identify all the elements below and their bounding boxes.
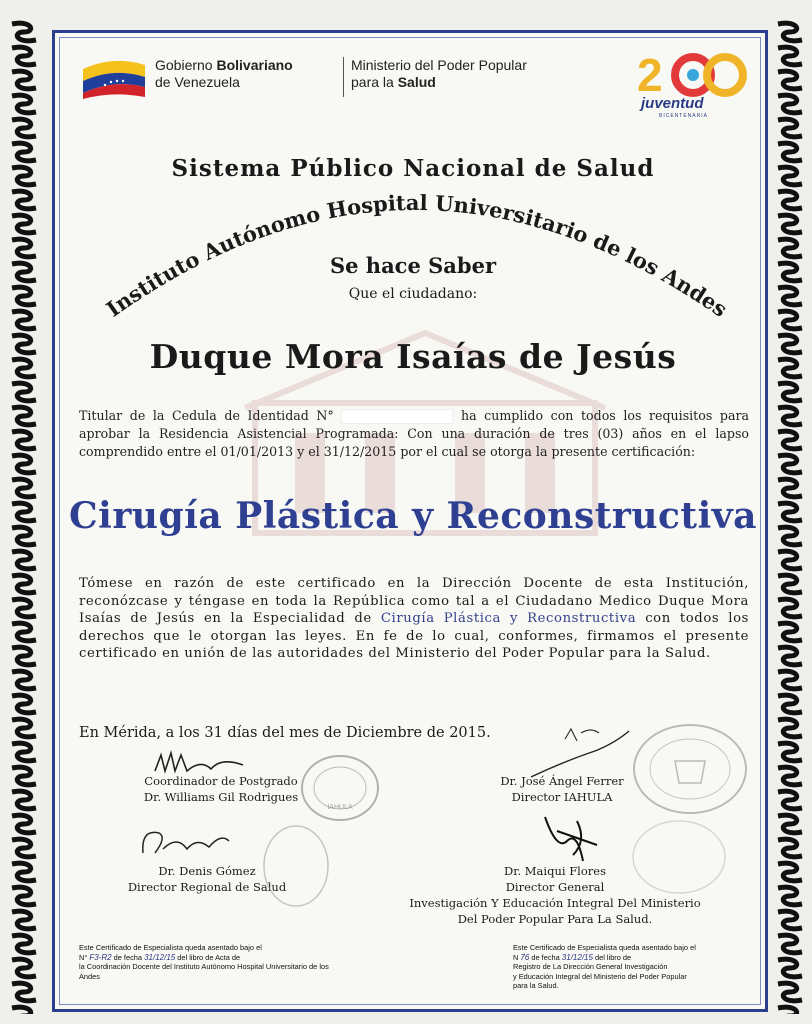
signature-scribble-3 <box>137 823 233 863</box>
recipient-name: Duque Mora Isaías de Jesús <box>149 337 677 376</box>
government-label: Gobierno Bolivariano de Venezuela <box>155 57 293 90</box>
iahula-seal <box>299 753 381 823</box>
footer-registration-left: Este Certificado de Especialista queda asentado bajo el N° F3-R2 de fecha 31/12/15 del libro de Acta de la Coordinación Docente del Instituto Autónomo Hospital Universitario de los Andes <box>79 943 329 981</box>
recognition-paragraph: Tómese en razón de este certificado en la Dirección Docente de esta Institución, reconózcase y téngase en toda la República como tal a el Ciudadano Medico Duque Mora Isaías de Jesús en la Especialidad de Cirugía Plástica y Reconstructiva con todos los derechos que le otorgan las leyes. En fe de lo cual, conformes, firmamos el presente certificado en unión de las autoridades del Ministerio del Poder Popular para la Salud. <box>79 576 750 661</box>
institute-arc-title <box>55 33 771 353</box>
svg-text:2: 2 <box>637 49 663 101</box>
signature-director-general: Dr. Maiqui Flores Director General Investigación Y Educación Integral Del Ministerio Del Poder Popular Para La Salud. <box>409 864 701 926</box>
left-chain-border <box>4 20 44 1014</box>
specialty-title: Cirugía Plástica y Reconstructiva <box>69 495 757 537</box>
signature-scribble-4 <box>537 811 607 869</box>
signature-director-iahula: Dr. José Ángel Ferrer Director IAHULA <box>500 774 624 804</box>
badge-word: juventud <box>641 95 704 112</box>
regional-seal <box>261 823 331 909</box>
badge-subtitle: BICENTENARIA <box>659 113 708 119</box>
institute-name: Instituto Autónomo Hospital Universitario de los Andes <box>101 189 733 322</box>
residency-paragraph: Titular de la Cedula de Identidad N° ha cumplido con todos los requisitos para aprobar la Residencia Asistencial Programada: Con una duración de tres (03) años en el lapso comprendido entre el 01/01/2013 y el 31/12/2015 por el cual se otorga la presente certificación: <box>79 408 749 459</box>
signature-postgrado: Coordinador de Postgrado Dr. Williams Gil Rodrigues <box>143 774 299 804</box>
right-chain-border <box>770 20 810 1014</box>
seal-text: IAHULA <box>327 804 353 811</box>
ministry-seal <box>631 721 749 817</box>
announcement: Se hace Saber <box>329 253 497 278</box>
footer-registration-right: Este Certificado de Especialista queda asentado bajo el N 76 de fecha 31/12/15 del libro de Registro de La Dirección General Investigación y Educación Integral del Ministerio del Poder Popular para la Salud. <box>513 943 696 990</box>
place-date: En Mérida, a los 31 días del mes de Diciembre de 2015. <box>79 725 491 741</box>
signature-regional: Dr. Denis Gómez Director Regional de Salud <box>127 864 287 894</box>
ministry-label: Ministerio del Poder Popular para la Salud <box>351 57 527 90</box>
system-title: Sistema Público Nacional de Salud <box>171 155 655 182</box>
redacted-id-box <box>341 409 453 424</box>
intro-text: Que el ciudadano: <box>348 286 478 302</box>
certificate-sheet <box>52 30 768 1012</box>
